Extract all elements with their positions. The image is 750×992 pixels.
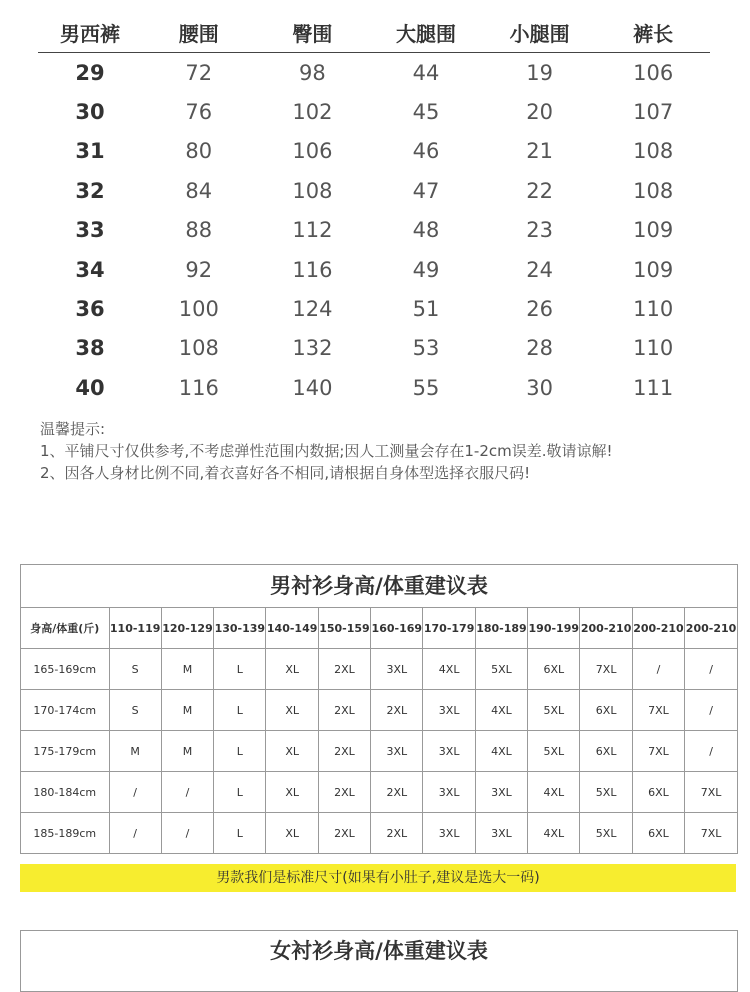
shirt-header-cell: 120-129 xyxy=(161,608,213,649)
shirt-size-cell: 5XL xyxy=(528,690,580,731)
pants-value-cell: 124 xyxy=(292,297,333,322)
shirt-row xyxy=(21,690,737,731)
shirt-size-cell: S xyxy=(109,690,161,731)
pants-row xyxy=(38,53,710,92)
pants-value-cell: 51 xyxy=(412,297,440,322)
pants-value-cell: 49 xyxy=(412,257,440,282)
shirt-size-cell: 4XL xyxy=(528,813,580,854)
shirt-height-cell: 165-169cm xyxy=(21,649,109,690)
shirt-size-cell: 2XL xyxy=(371,690,423,731)
pants-value-cell: 106 xyxy=(633,60,674,85)
pants-value-cell: 98 xyxy=(299,60,326,85)
pants-header-cell: 大腿围 xyxy=(395,21,456,46)
pants-row xyxy=(38,171,710,210)
pants-value-cell: 46 xyxy=(412,139,440,164)
shirt-size-cell: 2XL xyxy=(318,690,370,731)
pants-size-table xyxy=(38,12,710,408)
size-advice-banner: 男款我们是标准尺寸(如果有小肚子,建议是选大一码) xyxy=(20,864,736,892)
shirt-size-cell: 5XL xyxy=(475,649,527,690)
pants-value-cell: 140 xyxy=(292,375,333,400)
shirt-height-cell: 185-189cm xyxy=(21,813,109,854)
shirt-size-cell: / xyxy=(161,813,213,854)
shirt-height-cell: 180-184cm xyxy=(21,772,109,813)
shirt-row xyxy=(21,731,737,772)
shirt-size-cell: 6XL xyxy=(632,772,684,813)
shirt-size-cell: / xyxy=(161,772,213,813)
shirt-size-cell: L xyxy=(214,772,266,813)
pants-value-cell: 72 xyxy=(185,60,213,85)
pants-size-cell: 29 xyxy=(75,60,105,85)
pants-value-cell: 108 xyxy=(178,336,219,361)
pants-value-cell: 111 xyxy=(633,375,674,400)
shirt-size-cell: L xyxy=(214,813,266,854)
shirt-size-cell: 3XL xyxy=(423,813,475,854)
pants-row xyxy=(38,289,710,328)
shirt-size-cell: 2XL xyxy=(371,813,423,854)
pants-size-cell: 30 xyxy=(75,100,105,125)
shirt-size-cell: L xyxy=(214,649,266,690)
pants-size-cell: 40 xyxy=(75,375,105,400)
pants-size-cell: 31 xyxy=(75,139,105,164)
tips-title: 温馨提示: xyxy=(40,420,106,438)
tips-line-1: 1、平铺尺寸仅供参考,不考虑弹性范围内数据;因人工测量会存在1-2cm误差.敬请谅解! xyxy=(40,442,613,460)
shirt-size-cell: 5XL xyxy=(580,813,632,854)
women-shirt-size-table xyxy=(20,930,738,992)
shirt-size-cell: 4XL xyxy=(423,649,475,690)
shirt-size-cell: 3XL xyxy=(423,731,475,772)
pants-value-cell: 80 xyxy=(185,139,213,164)
shirt-size-cell: M xyxy=(161,649,213,690)
pants-size-cell: 33 xyxy=(75,218,105,243)
shirt-size-cell: 6XL xyxy=(632,813,684,854)
pants-value-cell: 53 xyxy=(412,336,440,361)
shirt-row xyxy=(21,649,737,690)
pants-value-cell: 44 xyxy=(412,60,440,85)
pants-value-cell: 102 xyxy=(292,100,333,125)
shirt-size-cell: 3XL xyxy=(475,772,527,813)
pants-value-cell: 108 xyxy=(633,139,674,164)
shirt-size-cell: 6XL xyxy=(580,690,632,731)
pants-row xyxy=(38,368,710,407)
pants-row xyxy=(38,132,710,171)
shirt-row xyxy=(21,772,737,813)
shirt-header-cell: 200-210 xyxy=(632,608,684,649)
pants-value-cell: 26 xyxy=(526,297,553,322)
shirt-size-cell: / xyxy=(685,649,737,690)
shirt-size-cell: M xyxy=(161,731,213,772)
shirt-size-cell: 6XL xyxy=(528,649,580,690)
shirt-size-cell: 4XL xyxy=(475,731,527,772)
pants-value-cell: 92 xyxy=(185,257,213,282)
pants-value-cell: 21 xyxy=(526,139,553,164)
pants-value-cell: 88 xyxy=(185,218,213,243)
shirt-size-cell: 2XL xyxy=(318,731,370,772)
shirt-size-table xyxy=(20,564,738,854)
pants-value-cell: 116 xyxy=(178,375,219,400)
tips-notes xyxy=(40,418,613,484)
shirt-size-cell: 4XL xyxy=(528,772,580,813)
pants-value-cell: 112 xyxy=(292,218,333,243)
shirt-header-cell: 170-179 xyxy=(423,608,475,649)
shirt-size-cell: M xyxy=(161,690,213,731)
shirt-header-cell: 130-139 xyxy=(214,608,266,649)
shirt-size-cell: 3XL xyxy=(475,813,527,854)
pants-size-cell: 38 xyxy=(75,336,105,361)
shirt-size-cell: 4XL xyxy=(475,690,527,731)
shirt-size-cell: XL xyxy=(266,649,318,690)
pants-value-cell: 132 xyxy=(292,336,333,361)
shirt-header-cell: 150-159 xyxy=(318,608,370,649)
pants-value-cell: 108 xyxy=(633,178,674,203)
shirt-size-cell: 3XL xyxy=(423,690,475,731)
pants-value-cell: 84 xyxy=(185,178,213,203)
pants-value-cell: 22 xyxy=(526,178,553,203)
shirt-size-cell: 7XL xyxy=(632,731,684,772)
pants-value-cell: 30 xyxy=(526,375,553,400)
shirt-size-cell: 5XL xyxy=(528,731,580,772)
shirt-size-cell: XL xyxy=(266,731,318,772)
pants-size-cell: 32 xyxy=(75,178,105,203)
shirt-size-cell: 5XL xyxy=(580,772,632,813)
pants-value-cell: 100 xyxy=(178,297,219,322)
pants-value-cell: 20 xyxy=(526,100,553,125)
shirt-table-title: 男衬衫身高/体重建议表 xyxy=(21,565,737,608)
pants-value-cell: 109 xyxy=(633,218,674,243)
pants-value-cell: 109 xyxy=(633,257,674,282)
pants-body xyxy=(38,53,710,408)
pants-header-cell: 裤长 xyxy=(633,21,674,46)
pants-size-cell: 34 xyxy=(75,257,105,282)
pants-value-cell: 24 xyxy=(526,257,553,282)
pants-row xyxy=(38,250,710,289)
shirt-size-cell: / xyxy=(109,813,161,854)
shirt-size-cell: 7XL xyxy=(685,813,737,854)
shirt-size-cell: 7XL xyxy=(632,690,684,731)
shirt-size-cell: XL xyxy=(266,813,318,854)
pants-value-cell: 106 xyxy=(292,139,333,164)
pants-header-cell: 腰围 xyxy=(178,21,219,46)
pants-size-cell: 36 xyxy=(75,297,105,322)
pants-value-cell: 47 xyxy=(412,178,440,203)
pants-value-cell: 48 xyxy=(412,218,440,243)
shirt-size-cell: / xyxy=(685,731,737,772)
shirt-size-cell: 3XL xyxy=(371,731,423,772)
pants-header-cell: 男西裤 xyxy=(60,21,120,46)
shirt-size-cell: 3XL xyxy=(423,772,475,813)
shirt-header-row xyxy=(21,608,737,649)
pants-value-cell: 28 xyxy=(526,336,553,361)
shirt-header-cell: 140-149 xyxy=(266,608,318,649)
shirt-header-cell: 200-210 xyxy=(685,608,737,649)
shirt-header-cell: 110-119 xyxy=(109,608,161,649)
shirt-size-cell: 2XL xyxy=(318,813,370,854)
pants-row xyxy=(38,92,710,131)
pants-header-cell: 小腿围 xyxy=(509,21,570,46)
shirt-size-cell: 7XL xyxy=(580,649,632,690)
pants-value-cell: 108 xyxy=(292,178,333,203)
shirt-header-cell: 身高/体重(斤) xyxy=(21,608,109,649)
tips-line-2: 2、因各人身材比例不同,着衣喜好各不相同,请根据自身体型选择衣服尺码! xyxy=(40,464,531,482)
pants-row xyxy=(38,329,710,368)
shirt-size-cell: 2XL xyxy=(318,772,370,813)
pants-value-cell: 110 xyxy=(633,336,674,361)
shirt-size-cell: / xyxy=(685,690,737,731)
shirt-size-cell: / xyxy=(632,649,684,690)
pants-value-cell: 116 xyxy=(292,257,333,282)
shirt-size-cell: L xyxy=(214,731,266,772)
pants-value-cell: 76 xyxy=(185,100,213,125)
shirt-header-cell: 180-189 xyxy=(475,608,527,649)
pants-value-cell: 23 xyxy=(526,218,553,243)
pants-header-row xyxy=(38,12,710,53)
shirt-header-cell: 200-210 xyxy=(580,608,632,649)
pants-header-cell: 臀围 xyxy=(292,21,333,46)
shirt-height-cell: 170-174cm xyxy=(21,690,109,731)
shirt-size-cell: 3XL xyxy=(371,649,423,690)
shirt-row xyxy=(21,813,737,854)
shirt-size-cell: XL xyxy=(266,690,318,731)
shirt-size-cell: / xyxy=(109,772,161,813)
shirt-size-cell: 2XL xyxy=(371,772,423,813)
shirt-header-cell: 160-169 xyxy=(371,608,423,649)
shirt-size-cell: 2XL xyxy=(318,649,370,690)
shirt-height-cell: 175-179cm xyxy=(21,731,109,772)
shirt-size-cell: S xyxy=(109,649,161,690)
pants-value-cell: 19 xyxy=(526,60,553,85)
shirt-header-cell: 190-199 xyxy=(528,608,580,649)
shirt-size-cell: M xyxy=(109,731,161,772)
pants-value-cell: 110 xyxy=(633,297,674,322)
pants-value-cell: 55 xyxy=(412,375,440,400)
shirt-grid xyxy=(21,608,737,853)
shirt-size-cell: 7XL xyxy=(685,772,737,813)
pants-value-cell: 107 xyxy=(633,100,674,125)
women-table-title: 女衬衫身高/体重建议表 xyxy=(270,939,488,963)
pants-row xyxy=(38,211,710,250)
shirt-size-cell: XL xyxy=(266,772,318,813)
shirt-size-cell: L xyxy=(214,690,266,731)
shirt-size-cell: 6XL xyxy=(580,731,632,772)
pants-value-cell: 45 xyxy=(412,100,440,125)
